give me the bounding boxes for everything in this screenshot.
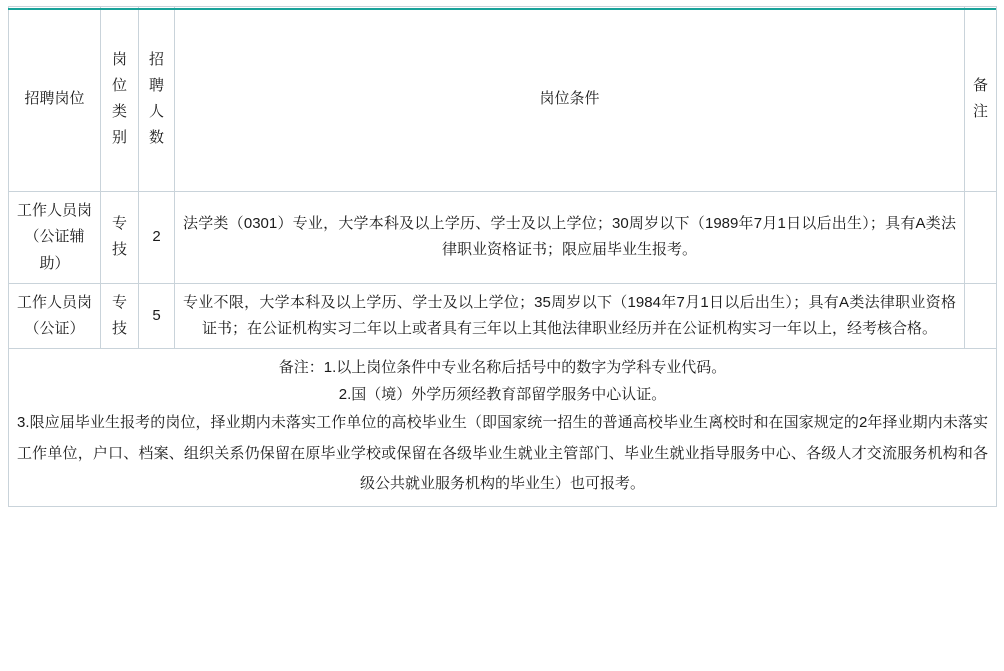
- footnote-3: 3.限应届毕业生报考的岗位，择业期内未落实工作单位的高校毕业生（即国家统一招生的普通高校毕业生离校时和在国家规定的2年择业期内未落实工作单位，户口、档案、组织关系仍保留在原毕业学校或保留在各级毕业生就业主管部门、毕业生就业指导服务中心、各级人才交流服务机构和各级公共就业服务机构的毕业生）也可报考。: [17, 413, 988, 493]
- row-conditions: 法学类（0301）专业，大学本科及以上学历、学士及以上学位；30周岁以下（1989年7月1日以后出生）；具有A类法律职业资格证书；限应届毕业生报考。: [175, 192, 965, 284]
- row-note: [965, 283, 997, 349]
- table-row: [9, 283, 997, 349]
- row-post: 工作人员岗（公证辅助）: [9, 192, 101, 284]
- document-sheet: [0, 6, 1004, 671]
- table-row: [9, 192, 997, 284]
- footnote-1: 备注：1.以上岗位条件中专业名称后括号中的数字为学科专业代码。: [278, 359, 727, 377]
- row-post: 工作人员岗（公证）: [9, 283, 101, 349]
- row-headcount: 5: [139, 283, 175, 349]
- header-post: 招聘岗位: [9, 7, 101, 192]
- row-conditions: 专业不限，大学本科及以上学历、学士及以上学位；35周岁以下（1984年7月1日以后出生）；具有A类法律职业资格证书；在公证机构实习二年以上或者具有三年以上其他法律职业经历并在公证机构实习一年以上，经考核合格。: [175, 283, 965, 349]
- footnotes-cell: [9, 349, 997, 507]
- header-post-type: 岗位类别: [101, 7, 139, 192]
- row-headcount: 2: [139, 192, 175, 284]
- row-post-type: 专技: [101, 283, 139, 349]
- recruitment-table: [8, 6, 997, 507]
- header-note: 备注: [965, 7, 997, 192]
- table-header-row: [9, 7, 997, 192]
- header-headcount: 招聘人数: [139, 7, 175, 192]
- row-post-type: 专技: [101, 192, 139, 284]
- top-accent-rule: [8, 8, 996, 10]
- row-note: [965, 192, 997, 284]
- table-footnote-row: [9, 349, 997, 507]
- header-conditions: 岗位条件: [175, 7, 965, 192]
- footnote-2: 2.国（境）外学历须经教育部留学服务中心认证。: [338, 385, 667, 403]
